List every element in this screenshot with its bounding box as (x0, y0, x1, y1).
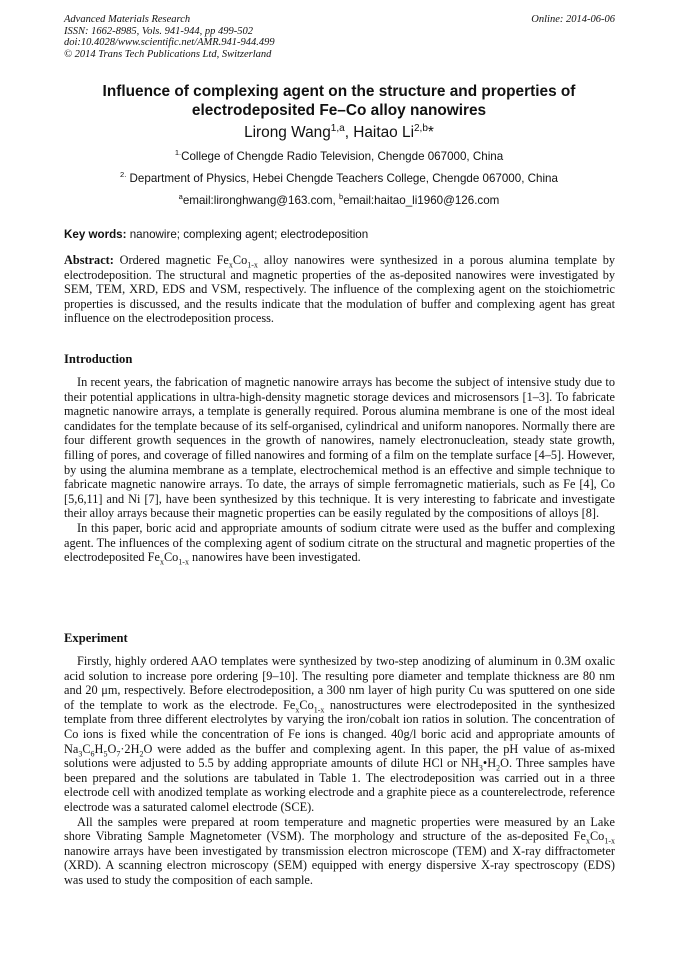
intro-sub-1x: 1-x (178, 557, 189, 567)
affiliation-2-number: 2. (120, 170, 127, 180)
exp-p1-text-4: •H (482, 756, 497, 771)
exp-p1-text-5: O. Three samples have been prepared and the solutions are tabulated in Table 1. The electrodeposition was carried out in a three electrode cell with anodized template as working electrode and a graphite piece as a counterelectrode, reference electrode was a saturated calomel electrode (SCE). (64, 756, 615, 814)
keywords-label: Key words: (64, 228, 127, 241)
formula-c-sub: 6 (90, 749, 95, 759)
copyright-line: © 2014 Trans Tech Publications Ltd, Switzerland (64, 48, 272, 60)
affiliation-1-number: 1. (174, 148, 182, 158)
formula-hydrate-sub: 2 (139, 749, 144, 759)
h2o-sub: 2 (496, 763, 501, 773)
exp-sub-1x: 1-x (313, 705, 325, 715)
abstract (64, 253, 615, 326)
abstract-sub-1x: 1-x (247, 260, 258, 270)
keywords (64, 228, 615, 242)
issn-line: ISSN: 1662-8985, Vols. 941-944, pp 499-502 (64, 25, 253, 37)
experiment-body (64, 654, 615, 888)
abstract-label: Abstract: (64, 253, 114, 267)
formula-na-sub: 3 (78, 749, 83, 759)
keywords-text: nanowire; complexing agent; electrodeposition (126, 228, 369, 241)
intro-p2-text-2: nanowires have been investigated. (188, 550, 361, 565)
affiliation-2 (0, 172, 678, 186)
formula-h: H (94, 741, 104, 756)
affiliation-2-text: Department of Physics, Hebei Chengde Teachers College, Chengde 067000, China (126, 172, 558, 185)
introduction-body (64, 375, 615, 565)
abstract-text-1: Ordered magnetic Fe (113, 253, 229, 267)
experiment-heading: Experiment (64, 631, 128, 645)
formula-c: C (82, 741, 91, 756)
author-1-affil: 1,a (330, 122, 345, 134)
affiliation-1-text: College of Chengde Radio Television, Chengde 067000, China (181, 150, 504, 163)
intro-sub-x: x (159, 557, 164, 567)
author-2: Haitao Li (353, 124, 414, 141)
email-b-mark: b (338, 192, 344, 202)
email-a: email:lironghwang@163.com, (182, 194, 339, 207)
exp-p2-text-2: nanowire arrays have been investigated by transmission electron microscope (TEM) and X-ray diffractometer (XRD). A scanning electron microscopy (SEM) equipped with energy dispersive X-ray spectroscopy (EDS) was used to study the composition of each sample. (64, 843, 615, 887)
paper-title (60, 82, 618, 120)
experiment-paragraph-1 (64, 654, 615, 815)
formula-o: O (107, 741, 117, 756)
exp-p2-text-1: All the samples were prepared at room temperature and magnetic properties were measured by an Lake shore Vibrating Sample Magnetometer (VSM). The morphology and structure of the as-deposited Fe (64, 814, 615, 844)
abstract-sub-x: x (228, 260, 233, 270)
title-line-2: electrodeposited Fe–Co alloy nanowires (191, 102, 487, 119)
online-date: Online: 2014-06-06 (531, 14, 615, 25)
intro-p2-text-1: In this paper, boric acid and appropriate amounts of sodium citrate were used as the buffer and complexing agent. The influences of the complexing agent of sodium citrate on the structural and magnetic properties of the electrodeposited Fe (64, 520, 615, 565)
exp-co: Co (299, 697, 314, 712)
doi-line: doi:10.4028/www.scientific.net/AMR.941-944.499 (64, 37, 275, 48)
exp-p1-text-3: were added as the buffer and complexing agent. In this paper, the pH value of as-mixed solutions were adjusted to 5.5 by adding appropriate amounts of dilute HCl or NH (64, 741, 615, 771)
intro-paragraph-2 (64, 521, 615, 565)
exp2-sub-1x: 1-x (604, 836, 615, 846)
experiment-paragraph-2 (64, 815, 615, 888)
nh3-sub: 3 (478, 763, 483, 773)
exp-p1-text-1: Firstly, highly ordered AAO templates were synthesized by two-step anodizing of aluminum in 0.3M oxalic acid solution to increase pore ordering [9–10]. The resulting pore diameter and template thickness are 80 nm and 20 μm, respectively. Before electrodeposition, a 300 nm layer of high purity Cu was sputtered on one side of the template to work as the electrode. Fe (64, 654, 615, 712)
intro-paragraph-1: In recent years, the fabrication of magnetic nanowire arrays has become the subject of intensive study due to their potential applications in ultra-high-density magnetic storage devices and microsensors [1–3]. To fabricate magnetic nanowire arrays, a template is generally required. Porous alumina membrane is one of the most ideal candidates for the template because of its self-organised, cylindrical and uniform nanopores. Normally there are four different growth sequences in the growth of nanowires, namely electronucleation, steady state growth, filling of pores, and coverage of filled nanowires and forming of a film on the template surface [4–5]. However, by using the alumina membrane as a template, electrochemical method is an effective and simple technique to fabricate magnetic nanowire arrays. To date, the arrays of simple ferromagnetic matierials, such as Fe [4], Co [5,6,11] and Ni [7], have been synthesized by this technique. It is very interesting to fabricate and investigate their alloy arrays because their magnetic properties can be easily regulated by the compositions of alloys [8]. (64, 375, 615, 521)
author-separator: , (344, 124, 354, 141)
exp-sub-x: x (295, 705, 300, 715)
author-list (0, 123, 678, 143)
abstract-text-3: alloy nanowires were synthesized in a porous alumina template by electrodeposition. The structural and magnetic properties of the as-deposited nanowires were investigated by SEM, TEM, XRD, EDS and VSM, respectively. The influence of the complexing agent on the stoichiometric properties is discussed, and the results indicate that the modulation of buffer and complexing agent has great influence on the electrodeposition process. (64, 253, 616, 326)
email-a-mark: a (178, 192, 183, 202)
formula-hydrate: ·2H (120, 741, 140, 756)
exp2-sub-x: x (585, 836, 590, 846)
abstract-text-2: Co (232, 253, 248, 267)
corresponding-mark: * (427, 124, 434, 141)
formula-end: O (143, 741, 153, 756)
email-line (0, 194, 678, 208)
author-1: Lirong Wang (244, 124, 331, 141)
exp-p1-text-2: nanostructures were electrodeposited in the synthesized template from three different electrolytes by varying the iron/cobalt ion ratios in solution. The concentration of Co ions is fixed while the concentration of Fe ions is changed. 40g/l boric acid and appropriate amounts of Na (64, 697, 615, 756)
journal-name: Advanced Materials Research (64, 14, 191, 25)
author-2-affil: 2,b (414, 122, 428, 134)
formula-o-sub: 7 (116, 749, 121, 759)
formula-h-sub: 5 (103, 749, 108, 759)
intro-co: Co (163, 550, 179, 565)
title-line-1: Influence of complexing agent on the structure and properties of (102, 83, 576, 100)
running-header (64, 14, 615, 60)
affiliation-1 (0, 150, 678, 164)
email-b: email:haitao_li1960@126.com (343, 194, 500, 207)
introduction-heading: Introduction (64, 352, 133, 366)
exp2-co: Co (589, 829, 605, 844)
